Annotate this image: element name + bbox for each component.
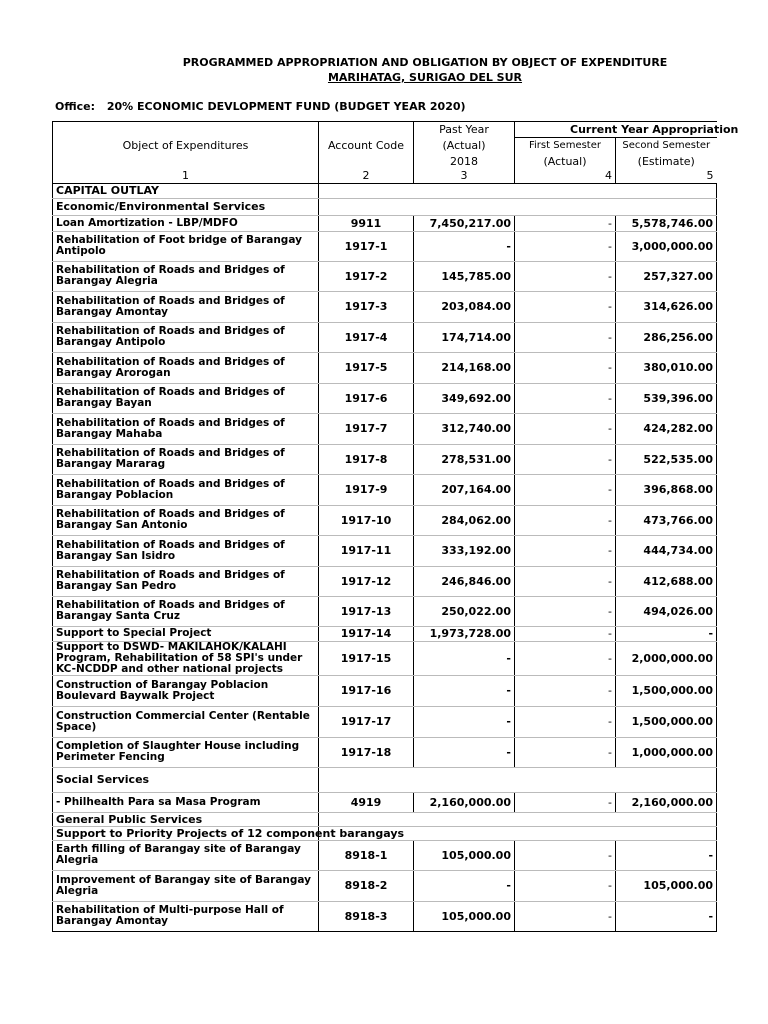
table-row (53, 261, 717, 291)
col-number: 2 (319, 169, 414, 184)
table-row (53, 792, 717, 812)
section-empty-cell (319, 183, 717, 198)
expenditure-object-cell: Rehabilitation of Roads and Bridges of Barangay Santa Cruz (53, 596, 319, 626)
section-row (53, 198, 717, 215)
section-row (53, 826, 717, 840)
past-year-cell: 246,846.00 (414, 566, 515, 596)
table-row (53, 291, 717, 322)
first-semester-cell: - (515, 641, 616, 675)
second-semester-cell: 444,734.00 (616, 535, 717, 566)
second-semester-cell: 5,578,746.00 (616, 215, 717, 231)
first-semester-cell: - (515, 706, 616, 737)
expenditure-object-cell: Completion of Slaughter House including Perimeter Fencing (53, 737, 319, 767)
table-row (53, 840, 717, 870)
first-semester-cell: - (515, 675, 616, 706)
expenditure-object-cell: - Philhealth Para sa Masa Program (53, 792, 319, 812)
col-number: 5 (616, 169, 717, 184)
expenditure-object-cell: Rehabilitation of Roads and Bridges of Barangay Arorogan (53, 352, 319, 383)
report-title: PROGRAMMED APPROPRIATION AND OBLIGATION BY OBJECT OF EXPENDITURE (182, 56, 668, 69)
table-row (53, 474, 717, 505)
first-semester-cell: - (515, 870, 616, 901)
section-label: General Public Services (53, 812, 319, 826)
table-row (53, 352, 717, 383)
past-year-cell: - (414, 706, 515, 737)
col-header-past-year-value: 2018 (414, 154, 515, 169)
past-year-cell: 145,785.00 (414, 261, 515, 291)
table-row (53, 505, 717, 535)
expenditure-object-cell: Construction of Barangay Poblacion Boulevard Baywalk Project (53, 675, 319, 706)
first-semester-cell: - (515, 215, 616, 231)
section-label: Economic/Environmental Services (53, 198, 319, 215)
first-semester-cell: - (515, 291, 616, 322)
second-semester-cell: 314,626.00 (616, 291, 717, 322)
second-semester-cell: - (616, 840, 717, 870)
section-empty-cell (319, 767, 717, 792)
account-code-cell: 1917-2 (319, 261, 414, 291)
past-year-cell: - (414, 675, 515, 706)
first-semester-cell: - (515, 626, 616, 641)
account-code-cell: 1917-13 (319, 596, 414, 626)
col-header-object: Object of Expenditures (53, 122, 319, 169)
col-header-current-year: Current Year Appropriation (515, 122, 717, 138)
account-code-cell: 1917-11 (319, 535, 414, 566)
col-number: 4 (515, 169, 616, 184)
second-semester-cell: 494,026.00 (616, 596, 717, 626)
first-semester-cell: - (515, 505, 616, 535)
first-semester-cell: - (515, 322, 616, 352)
table-row (53, 535, 717, 566)
first-semester-cell: - (515, 840, 616, 870)
expenditure-object-cell: Loan Amortization - LBP/MDFO (53, 215, 319, 231)
past-year-cell: 349,692.00 (414, 383, 515, 413)
expenditure-object-cell: Improvement of Barangay site of Barangay Alegria (53, 870, 319, 901)
section-row (53, 183, 717, 198)
past-year-cell: - (414, 641, 515, 675)
second-semester-cell: 473,766.00 (616, 505, 717, 535)
second-semester-cell: - (616, 626, 717, 641)
account-code-cell: 1917-7 (319, 413, 414, 444)
table-row (53, 901, 717, 931)
account-code-cell: 1917-9 (319, 474, 414, 505)
account-code-cell: 1917-5 (319, 352, 414, 383)
first-semester-cell: - (515, 413, 616, 444)
office-value: 20% ECONOMIC DEVLOPMENT FUND (BUDGET YEAR 2020) (106, 100, 466, 113)
account-code-cell: 8918-1 (319, 840, 414, 870)
second-semester-cell: 1,500,000.00 (616, 675, 717, 706)
municipality-title: MARIHATAG, SURIGAO DEL SUR (327, 71, 523, 84)
second-semester-cell: 396,868.00 (616, 474, 717, 505)
expenditure-object-cell: Earth filling of Barangay site of Barangay Alegria (53, 840, 319, 870)
col-header-first-actual: (Actual) (515, 154, 616, 169)
first-semester-cell: - (515, 901, 616, 931)
account-code-cell: 1917-3 (319, 291, 414, 322)
col-header-past-actual: (Actual) (414, 138, 515, 154)
second-semester-cell: 424,282.00 (616, 413, 717, 444)
col-number: 3 (414, 169, 515, 184)
table-row (53, 215, 717, 231)
expenditure-object-cell: Rehabilitation of Multi-purpose Hall of Barangay Amontay (53, 901, 319, 931)
second-semester-cell: 412,688.00 (616, 566, 717, 596)
table-row (53, 383, 717, 413)
section-empty-cell (319, 812, 717, 826)
second-semester-cell: 286,256.00 (616, 322, 717, 352)
past-year-cell: 250,022.00 (414, 596, 515, 626)
past-year-cell: 203,084.00 (414, 291, 515, 322)
first-semester-cell: - (515, 383, 616, 413)
expenditure-object-cell: Rehabilitation of Roads and Bridges of Barangay Mahaba (53, 413, 319, 444)
first-semester-cell: - (515, 352, 616, 383)
past-year-cell: 174,714.00 (414, 322, 515, 352)
table-row (53, 870, 717, 901)
section-label: CAPITAL OUTLAY (53, 183, 319, 198)
first-semester-cell: - (515, 474, 616, 505)
table-row (53, 566, 717, 596)
section-empty-cell (319, 198, 717, 215)
account-code-cell: 9911 (319, 215, 414, 231)
first-semester-cell: - (515, 566, 616, 596)
first-semester-cell: - (515, 231, 616, 261)
account-code-cell: 1917-15 (319, 641, 414, 675)
expenditure-object-cell: Rehabilitation of Roads and Bridges of Barangay Antipolo (53, 322, 319, 352)
expenditure-object-cell: Support to Special Project (53, 626, 319, 641)
account-code-cell: 1917-16 (319, 675, 414, 706)
table-row (53, 641, 717, 675)
past-year-cell: 312,740.00 (414, 413, 515, 444)
expenditure-object-cell: Rehabilitation of Foot bridge of Barangay Antipolo (53, 231, 319, 261)
second-semester-cell: 3,000,000.00 (616, 231, 717, 261)
expenditure-table (52, 121, 739, 932)
past-year-cell: 7,450,217.00 (414, 215, 515, 231)
section-label: Support to Priority Projects of 12 component barangays (53, 826, 319, 840)
account-code-cell: 8918-2 (319, 870, 414, 901)
expenditure-object-cell: Rehabilitation of Roads and Bridges of Barangay Amontay (53, 291, 319, 322)
expenditure-table-container (52, 121, 739, 932)
col-header-second-semester: Second Semester (622, 140, 711, 152)
account-code-cell: 1917-18 (319, 737, 414, 767)
first-semester-cell: - (515, 261, 616, 291)
expenditure-object-cell: Rehabilitation of Roads and Bridges of Barangay Mararag (53, 444, 319, 474)
first-semester-cell: - (515, 596, 616, 626)
table-row (53, 626, 717, 641)
account-code-cell: 1917-10 (319, 505, 414, 535)
past-year-cell: - (414, 231, 515, 261)
office-label: Office: (55, 100, 95, 113)
expenditure-object-cell: Rehabilitation of Roads and Bridges of Barangay Poblacion (53, 474, 319, 505)
past-year-cell: 333,192.00 (414, 535, 515, 566)
second-semester-cell: - (616, 901, 717, 931)
second-semester-cell: 1,000,000.00 (616, 737, 717, 767)
account-code-cell: 8918-3 (319, 901, 414, 931)
section-row (53, 767, 717, 792)
expenditure-object-cell: Support to DSWD- MAKILAHOK/KALAHI Program, Rehabilitation of 58 SPI's under KC-NCDDP and other national projects (53, 641, 319, 675)
table-row (53, 231, 717, 261)
table-row (53, 413, 717, 444)
expenditure-object-cell: Rehabilitation of Roads and Bridges of Barangay San Pedro (53, 566, 319, 596)
past-year-cell: 284,062.00 (414, 505, 515, 535)
expenditure-object-cell: Rehabilitation of Roads and Bridges of Barangay San Antonio (53, 505, 319, 535)
table-row (53, 737, 717, 767)
second-semester-cell: 539,396.00 (616, 383, 717, 413)
first-semester-cell: - (515, 792, 616, 812)
past-year-cell: 207,164.00 (414, 474, 515, 505)
col-header-second-estimate: (Estimate) (637, 154, 695, 168)
past-year-cell: - (414, 870, 515, 901)
office-line (55, 100, 466, 113)
second-semester-cell: 1,500,000.00 (616, 706, 717, 737)
col-header-past-year: Past Year (414, 122, 515, 138)
account-code-cell: 1917-6 (319, 383, 414, 413)
account-code-cell: 4919 (319, 792, 414, 812)
second-semester-cell: 2,000,000.00 (616, 641, 717, 675)
first-semester-cell: - (515, 444, 616, 474)
col-header-account: Account Code (319, 122, 414, 169)
past-year-cell: - (414, 737, 515, 767)
past-year-cell: 105,000.00 (414, 901, 515, 931)
section-label: Social Services (53, 767, 319, 792)
col-header-first-semester: First Semester (515, 138, 616, 154)
past-year-cell: 278,531.00 (414, 444, 515, 474)
first-semester-cell: - (515, 535, 616, 566)
col-number: 1 (53, 169, 319, 184)
account-code-cell: 1917-17 (319, 706, 414, 737)
table-row (53, 444, 717, 474)
past-year-cell: 214,168.00 (414, 352, 515, 383)
section-row (53, 812, 717, 826)
second-semester-cell: 105,000.00 (616, 870, 717, 901)
expenditure-object-cell: Rehabilitation of Roads and Bridges of Barangay Bayan (53, 383, 319, 413)
expenditure-object-cell: Construction Commercial Center (Rentable Space) (53, 706, 319, 737)
past-year-cell: 2,160,000.00 (414, 792, 515, 812)
expenditure-object-cell: Rehabilitation of Roads and Bridges of Barangay San Isidro (53, 535, 319, 566)
table-row (53, 706, 717, 737)
account-code-cell: 1917-1 (319, 231, 414, 261)
first-semester-cell: - (515, 737, 616, 767)
table-row (53, 675, 717, 706)
second-semester-cell: 380,010.00 (616, 352, 717, 383)
second-semester-cell: 257,327.00 (616, 261, 717, 291)
account-code-cell: 1917-8 (319, 444, 414, 474)
past-year-cell: 105,000.00 (414, 840, 515, 870)
account-code-cell: 1917-14 (319, 626, 414, 641)
expenditure-object-cell: Rehabilitation of Roads and Bridges of Barangay Alegria (53, 261, 319, 291)
second-semester-cell: 2,160,000.00 (616, 792, 717, 812)
table-row (53, 322, 717, 352)
account-code-cell: 1917-12 (319, 566, 414, 596)
account-code-cell: 1917-4 (319, 322, 414, 352)
second-semester-cell: 522,535.00 (616, 444, 717, 474)
past-year-cell: 1,973,728.00 (414, 626, 515, 641)
table-row (53, 596, 717, 626)
